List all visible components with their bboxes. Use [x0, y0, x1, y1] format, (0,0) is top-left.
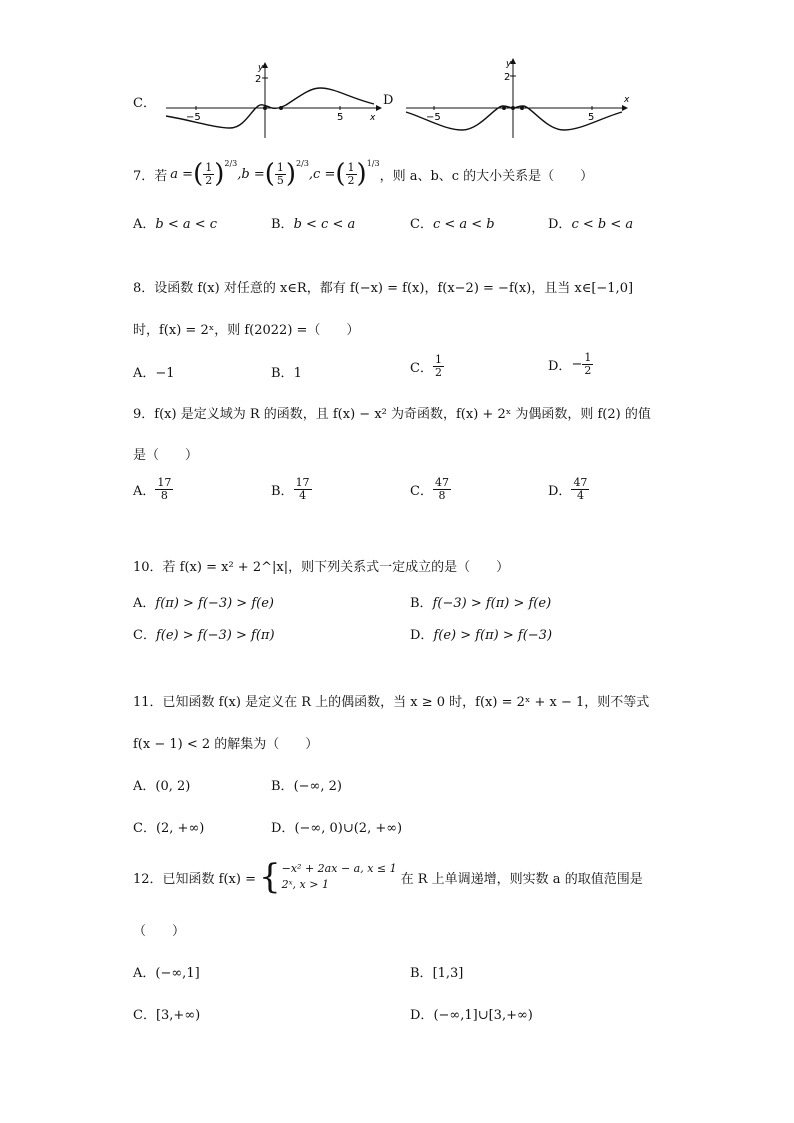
q7-b-expr: ( $\frac{1}{5}$ ) $^{2/3}$ — [264, 159, 309, 189]
q6-d-x-axis: x — [624, 95, 630, 105]
q8-stem-line2: 时，f(x) = 2ˣ，则 f(2022) =（ ） — [133, 323, 360, 338]
q12-prefix: 12．已知函数 f(x) = — [133, 871, 256, 887]
q12-stem-line1 — [133, 857, 643, 897]
q11-option-c[interactable]: C．(2, +∞) — [133, 821, 205, 836]
q7-c-label: ,c = — [308, 166, 336, 182]
q6-c-x-axis: x — [370, 113, 376, 123]
q6-d-x-tick-pos: 5 — [588, 112, 595, 123]
q11-option-a[interactable]: A．(0, 2) — [133, 779, 191, 794]
q7-c-expr: ( $\frac{1}{2}$ ) $^{1/3}$ — [335, 159, 380, 189]
q12-option-c[interactable]: C．[3,+∞) — [133, 1008, 201, 1023]
q10-option-c[interactable]: C．f(e) > f(−3) > f(π) — [133, 628, 275, 643]
q12-brace: { — [259, 857, 281, 897]
q7-c-exponent: 1/3 — [366, 159, 380, 168]
q10-stem: 10．若 f(x) = x² + 2^|x|，则下列关系式一定成立的是（ ） — [133, 560, 510, 575]
q7-suffix: ，则 a、b、c 的大小关系是（ ） — [379, 168, 594, 184]
q9-option-c[interactable]: C． $\frac{47}{8}$ — [410, 476, 449, 502]
q8-option-b[interactable]: B．1 — [271, 366, 302, 381]
q6-c-y-axis: y — [258, 63, 264, 73]
q8-option-c[interactable]: C． $\frac{1}{2}$ — [410, 353, 442, 379]
q11-stem-line1: 11．已知函数 f(x) 是定义在 R 上的偶函数，当 x ≥ 0 时，f(x) = 2ˣ + x − 1，则不等式 — [133, 695, 650, 710]
q12-cases — [282, 861, 397, 894]
q9-stem-line1: 9．f(x) 是定义域为 R 的函数，且 f(x) − x² 为奇函数，f(x) + 2ˣ 为偶函数，则 f(2) 的值 — [133, 407, 651, 422]
q7-b-label: ,b = — [237, 166, 265, 182]
q12-case1: −x² + 2ax − a, x ≤ 1 — [281, 861, 397, 875]
q9-option-d[interactable]: D． $\frac{47}{4}$ — [548, 476, 588, 502]
q7-a-label: a = — [170, 166, 194, 182]
q6-d-y-axis: y — [506, 59, 512, 69]
q11-option-b[interactable]: B．(−∞, 2) — [271, 779, 342, 794]
q11-option-d[interactable]: D．(−∞, 0)∪(2, +∞) — [271, 821, 403, 836]
q12-option-b[interactable]: B．[1,3] — [410, 966, 464, 981]
q6-c-x-tick-pos: 5 — [337, 112, 344, 123]
q7-b-exponent: 2/3 — [296, 159, 309, 168]
q7-option-b[interactable]: B．b < c < a — [271, 217, 356, 232]
q7-option-d[interactable]: D．c < b < a — [548, 217, 634, 232]
q6-d-y-tick: 2 — [504, 72, 511, 83]
q12-stem-line2: （ ） — [133, 924, 186, 939]
q9-option-b[interactable]: B． $\frac{17}{4}$ — [271, 476, 310, 502]
q10-option-b[interactable]: B．f(−3) > f(π) > f(e) — [410, 596, 552, 611]
q6-option-c-label[interactable]: C． — [133, 96, 156, 111]
q7-option-c[interactable]: C．c < a < b — [410, 217, 495, 232]
q6-graph-c — [160, 60, 392, 142]
q9-stem-line2: 是（ ） — [133, 448, 199, 463]
q12-option-d[interactable]: D．(−∞,1]∪[3,+∞) — [410, 1008, 533, 1023]
q7-a-expr: ( $\frac{1}{2}$ ) $^{2/3}$ — [193, 159, 238, 189]
q8-option-d[interactable]: D． − $\frac{1}{2}$ — [548, 351, 592, 377]
q6-option-d-label[interactable]: D — [383, 93, 394, 108]
q6-c-x-tick-neg: −5 — [186, 112, 201, 123]
q12-case2: 2ˣ, x > 1 — [281, 878, 329, 891]
q7-stem — [133, 152, 593, 196]
q6-graph-d — [400, 56, 636, 142]
q11-stem-line2: f(x − 1) < 2 的解集为（ ） — [133, 737, 319, 752]
q7-a-exponent: 2/3 — [224, 159, 238, 168]
q7-prefix: 7．若 — [133, 168, 168, 184]
q6-d-x-tick-neg: −5 — [426, 112, 441, 123]
q10-option-a[interactable]: A．f(π) > f(−3) > f(e) — [133, 596, 274, 611]
q8-option-a[interactable]: A．−1 — [133, 366, 175, 381]
q9-option-a[interactable]: A． $\frac{17}{8}$ — [133, 476, 172, 502]
q12-suffix: 在 R 上单调递增，则实数 a 的取值范围是 — [400, 871, 643, 887]
q7-option-a[interactable]: A．b < a < c — [133, 217, 218, 232]
q10-option-d[interactable]: D．f(e) > f(π) > f(−3) — [410, 628, 553, 643]
q8-stem-line1: 8．设函数 f(x) 对任意的 x∈R，都有 f(−x) = f(x)，f(x−2) = −f(x)，且当 x∈[−1,0] — [133, 281, 634, 296]
q12-option-a[interactable]: A．(−∞,1] — [133, 966, 200, 981]
q6-c-y-tick: 2 — [255, 74, 262, 85]
